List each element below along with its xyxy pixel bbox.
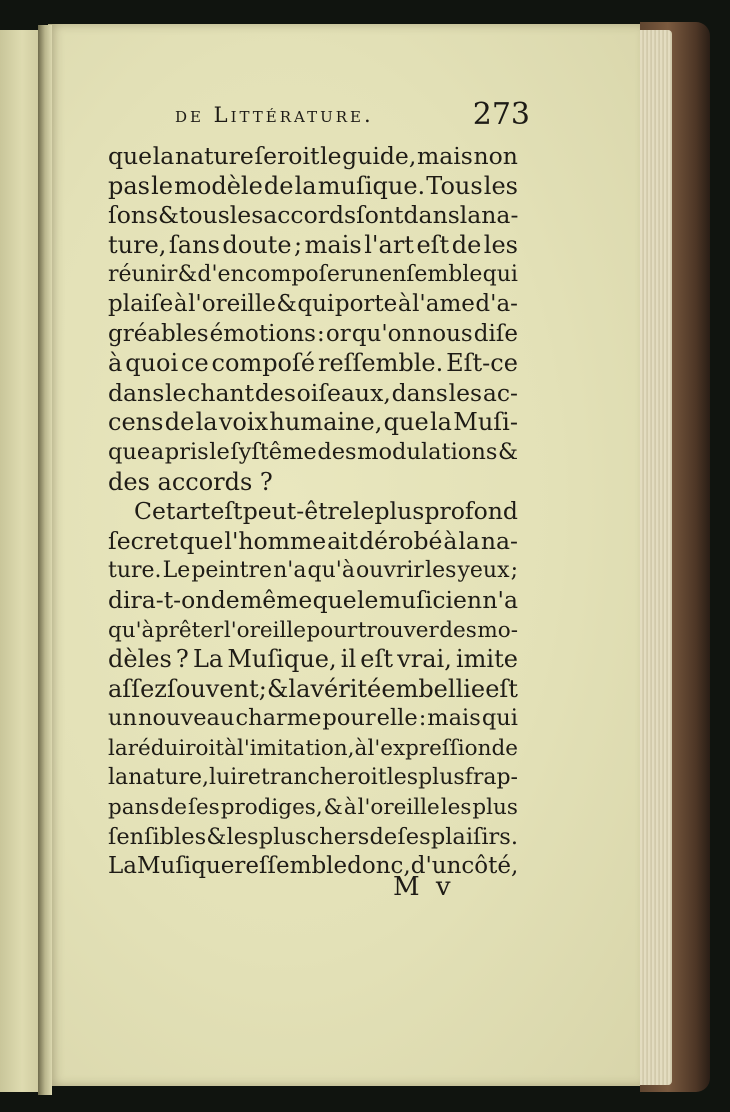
word: la bbox=[152, 142, 175, 170]
word: l'art bbox=[364, 230, 414, 259]
word: pas bbox=[108, 171, 150, 200]
word: profond bbox=[424, 497, 518, 526]
word: plaiſirs. bbox=[430, 823, 518, 850]
word: les bbox=[226, 823, 259, 850]
word: mais bbox=[416, 142, 473, 170]
word: le bbox=[352, 497, 375, 526]
word: ait bbox=[327, 526, 359, 555]
text-line bbox=[108, 408, 518, 438]
word: ſeroit bbox=[254, 142, 320, 170]
text-line bbox=[108, 586, 518, 616]
word: d'en bbox=[197, 262, 245, 288]
word: ture, bbox=[108, 230, 167, 259]
word: doute bbox=[222, 230, 292, 259]
word: d'un bbox=[410, 853, 462, 880]
word: ſyſtême bbox=[230, 438, 317, 465]
word: que bbox=[108, 438, 151, 465]
word: La bbox=[108, 853, 137, 880]
word: que bbox=[179, 526, 224, 555]
word: plaiſe bbox=[108, 290, 174, 317]
text-line bbox=[108, 763, 518, 793]
word: à bbox=[173, 290, 188, 317]
word: le bbox=[151, 171, 174, 200]
word: Le bbox=[162, 558, 191, 584]
word: elle bbox=[376, 705, 418, 732]
word: nature bbox=[174, 142, 254, 170]
word: réunir bbox=[108, 262, 178, 288]
word: la bbox=[108, 735, 128, 761]
text-line bbox=[108, 616, 518, 646]
word: & bbox=[266, 674, 289, 703]
text-line bbox=[108, 231, 518, 261]
word: porte bbox=[334, 290, 398, 317]
word: dèles bbox=[108, 645, 172, 674]
word: le bbox=[356, 585, 379, 614]
word: vérité bbox=[310, 674, 382, 703]
word: modèle bbox=[174, 171, 263, 200]
word: qui bbox=[481, 705, 518, 732]
word: n'a bbox=[273, 558, 307, 584]
text-line bbox=[108, 823, 518, 853]
word: imite bbox=[455, 645, 518, 674]
word: peut-être bbox=[242, 497, 353, 526]
word: nouveau bbox=[138, 705, 235, 732]
word: à bbox=[108, 349, 123, 378]
word: plus bbox=[374, 497, 425, 526]
word: pour bbox=[322, 705, 376, 732]
word: même bbox=[239, 585, 313, 614]
word: l'oreille bbox=[188, 290, 276, 317]
word: eſt bbox=[360, 645, 394, 674]
word: eſt bbox=[210, 497, 243, 526]
word: des bbox=[439, 617, 477, 643]
word: plus bbox=[418, 765, 465, 791]
word: qu'à bbox=[307, 558, 355, 584]
word: que bbox=[383, 408, 429, 437]
text-line bbox=[108, 201, 518, 231]
word: chers bbox=[306, 823, 370, 850]
word: les bbox=[229, 201, 264, 230]
word: yeux bbox=[457, 558, 510, 584]
word: qu'à bbox=[108, 617, 155, 643]
word: Muſi- bbox=[453, 408, 518, 437]
text-line bbox=[108, 142, 518, 172]
word: Muſique, bbox=[227, 645, 337, 674]
word: à bbox=[443, 526, 458, 555]
word: ſenſibles bbox=[108, 823, 207, 850]
word: des bbox=[254, 378, 296, 407]
word: la bbox=[288, 674, 311, 703]
word: retrancheroit bbox=[237, 765, 387, 791]
word: côté, bbox=[461, 853, 519, 880]
word: trouver bbox=[357, 617, 439, 643]
word: prêter bbox=[154, 617, 224, 643]
word: l'expreſſion bbox=[367, 735, 492, 761]
word: a bbox=[150, 438, 165, 465]
word: : bbox=[418, 705, 427, 732]
word: ſont bbox=[356, 201, 404, 230]
word: voix bbox=[218, 408, 269, 437]
word: ce bbox=[181, 349, 209, 378]
word: la bbox=[429, 408, 452, 437]
word: ; bbox=[294, 230, 303, 259]
word: embellie bbox=[381, 674, 486, 703]
word: muſique. bbox=[317, 171, 426, 200]
text-line bbox=[108, 556, 518, 586]
word: l'oreille bbox=[223, 617, 306, 643]
word: gréables bbox=[108, 320, 209, 347]
word: Cet bbox=[134, 497, 176, 526]
word: la bbox=[458, 526, 480, 555]
word: na- bbox=[481, 201, 519, 230]
word: à bbox=[354, 735, 368, 761]
word: à bbox=[343, 795, 357, 821]
word: l'homme bbox=[224, 526, 327, 555]
word: ; bbox=[510, 558, 518, 584]
word: & bbox=[206, 823, 227, 850]
word: ſons bbox=[108, 201, 159, 230]
text-line bbox=[108, 527, 518, 557]
word: pris bbox=[164, 438, 209, 465]
word: d'a- bbox=[475, 290, 518, 317]
word: dans bbox=[391, 378, 448, 407]
word: ouvrir bbox=[356, 558, 424, 584]
text-line bbox=[108, 497, 518, 527]
word: pans bbox=[108, 795, 160, 821]
word: pour bbox=[306, 617, 358, 643]
text-line bbox=[108, 793, 518, 823]
word: mais bbox=[304, 230, 362, 259]
word: plus bbox=[472, 795, 518, 821]
book-gutter bbox=[38, 25, 52, 1095]
word: dans bbox=[403, 201, 460, 230]
word: il bbox=[340, 645, 357, 674]
word: modulations bbox=[357, 438, 498, 465]
word: Tous bbox=[426, 171, 483, 200]
word: des bbox=[317, 438, 357, 465]
body-text bbox=[108, 142, 518, 882]
word: ſes bbox=[187, 795, 220, 821]
word: un bbox=[350, 262, 379, 288]
text-line bbox=[108, 290, 518, 320]
text-line: des accords ? bbox=[108, 467, 273, 496]
word: aſſez bbox=[108, 674, 167, 703]
word: à bbox=[224, 735, 237, 761]
word: de bbox=[263, 171, 294, 200]
text-line bbox=[108, 734, 518, 764]
word: que bbox=[312, 585, 357, 614]
word: & bbox=[177, 262, 198, 288]
word: la bbox=[459, 201, 482, 230]
word: reſſemble. bbox=[317, 349, 444, 378]
word: ſes bbox=[397, 823, 431, 850]
word: nature, bbox=[128, 765, 210, 791]
word: ture. bbox=[108, 558, 162, 584]
word: oiſeaux, bbox=[296, 378, 391, 407]
word: qu'on bbox=[351, 320, 417, 347]
word: muſicien bbox=[378, 585, 483, 614]
facing-page-edge bbox=[0, 30, 42, 1092]
word: émotions bbox=[209, 320, 316, 347]
word: qui bbox=[482, 262, 518, 288]
word: de bbox=[451, 230, 482, 259]
word: & bbox=[323, 795, 343, 821]
word: la bbox=[195, 408, 218, 437]
word: quoi bbox=[125, 349, 179, 378]
word: la bbox=[108, 765, 129, 791]
word: de bbox=[164, 408, 195, 437]
word: art bbox=[175, 497, 211, 526]
word: enſemble bbox=[379, 262, 483, 288]
word: ; bbox=[258, 674, 267, 703]
text-line bbox=[108, 260, 518, 290]
text-line bbox=[108, 438, 518, 468]
word: dans bbox=[108, 378, 165, 407]
page-number: 273 bbox=[472, 97, 530, 132]
word: à bbox=[397, 290, 412, 317]
word: ac- bbox=[482, 378, 518, 407]
word: les bbox=[440, 795, 472, 821]
word: guide, bbox=[342, 142, 417, 170]
word: les bbox=[448, 378, 483, 407]
word: l'ame bbox=[412, 290, 475, 317]
word: de bbox=[160, 795, 187, 821]
word: eſt bbox=[485, 674, 518, 703]
word: cens bbox=[108, 408, 164, 437]
text-line bbox=[108, 704, 518, 734]
word: peintre bbox=[191, 558, 273, 584]
word: le bbox=[320, 142, 342, 170]
text-line bbox=[108, 675, 518, 705]
text-line bbox=[108, 320, 518, 350]
word: vrai, bbox=[397, 645, 452, 674]
word: & bbox=[497, 438, 518, 465]
word: ſecret bbox=[108, 526, 179, 555]
word: Muſique bbox=[137, 853, 235, 880]
word: lui bbox=[209, 765, 238, 791]
word: reſſemble bbox=[234, 853, 348, 880]
word: & bbox=[276, 290, 297, 317]
word: eſt bbox=[416, 230, 450, 259]
word: prodiges, bbox=[220, 795, 323, 821]
word: de bbox=[369, 823, 398, 850]
word: n'a bbox=[482, 585, 518, 614]
text-line bbox=[108, 349, 518, 379]
word: humaine, bbox=[269, 408, 383, 437]
word: compoſer bbox=[244, 262, 351, 288]
word: ſouvent bbox=[167, 674, 259, 703]
word: dérobé bbox=[359, 526, 443, 555]
word: nous bbox=[417, 320, 473, 347]
word: : bbox=[317, 320, 325, 347]
word: mo- bbox=[477, 617, 518, 643]
word: & bbox=[158, 201, 179, 230]
word: accords bbox=[263, 201, 357, 230]
word: diſe bbox=[473, 320, 518, 347]
word: le bbox=[209, 438, 230, 465]
word: le bbox=[165, 378, 187, 407]
word: ? bbox=[175, 645, 189, 674]
word: mais bbox=[427, 705, 481, 732]
word: réduiroit bbox=[127, 735, 224, 761]
text-line bbox=[108, 645, 518, 675]
word: tous bbox=[178, 201, 230, 230]
running-head: de Littérature. bbox=[175, 103, 374, 127]
word: compoſé bbox=[211, 349, 316, 378]
word: de bbox=[210, 585, 240, 614]
word: dira-t-on bbox=[108, 585, 211, 614]
word: La bbox=[192, 645, 224, 674]
word: les bbox=[386, 765, 419, 791]
text-line bbox=[108, 379, 518, 409]
word: non bbox=[473, 142, 518, 170]
word: l'imitation, bbox=[236, 735, 355, 761]
word: na- bbox=[480, 526, 518, 555]
text-line bbox=[108, 172, 518, 202]
word: les bbox=[483, 230, 518, 259]
word: charme bbox=[235, 705, 322, 732]
word: ſans bbox=[168, 230, 220, 259]
word: donc, bbox=[347, 853, 411, 880]
word: Eſt-ce bbox=[446, 349, 518, 378]
word: qui bbox=[297, 290, 335, 317]
word: la bbox=[294, 171, 317, 200]
signature-mark: M v bbox=[393, 872, 455, 902]
word: de bbox=[491, 735, 518, 761]
word: que bbox=[108, 142, 153, 170]
word: chant bbox=[187, 378, 255, 407]
word: un bbox=[108, 705, 137, 732]
page-header bbox=[130, 95, 530, 135]
word: les bbox=[483, 171, 518, 200]
word: or bbox=[325, 320, 351, 347]
text-line bbox=[108, 852, 518, 882]
word: les bbox=[425, 558, 457, 584]
word: plus bbox=[258, 823, 307, 850]
word: frap- bbox=[464, 765, 518, 791]
word: l'oreille bbox=[357, 795, 440, 821]
